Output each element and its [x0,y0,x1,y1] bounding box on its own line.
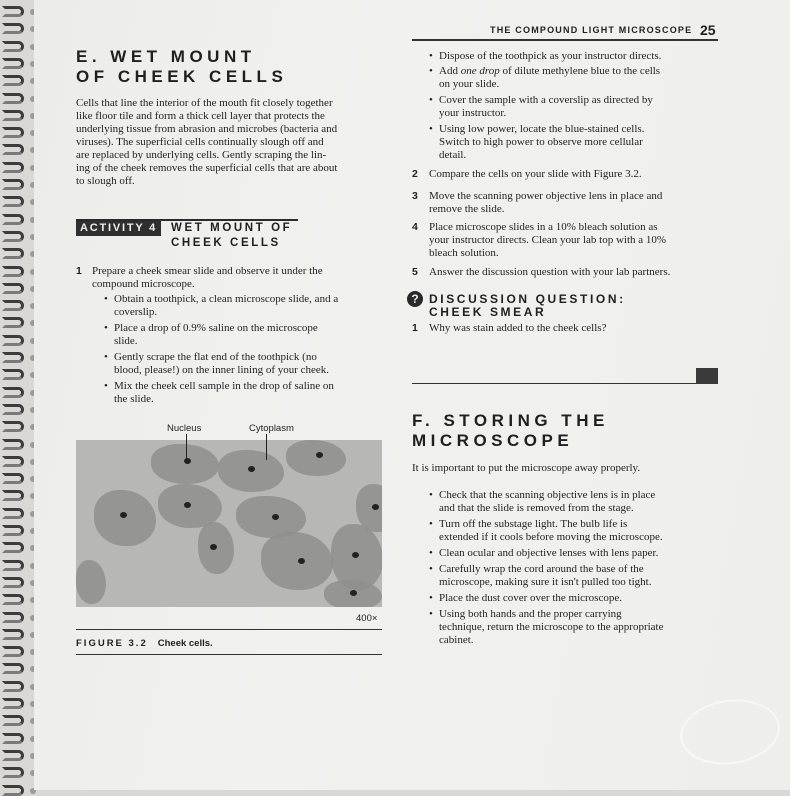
step-number: 3 [412,190,418,202]
cytoplasm-label: Cytoplasm [249,423,294,434]
spiral-coil [2,317,24,328]
spiral-coil [2,508,24,519]
magnification-label: 400× [356,613,378,624]
bullet-dot: • [429,50,433,62]
step-line: remove the slide. [429,203,505,215]
section-f-title-line2: MICROSCOPE [412,431,574,450]
spiral-coil [2,214,24,225]
discussion-title-line2: CHEEK SMEAR [429,305,547,319]
step-number: 2 [412,168,418,180]
spiral-coil [2,58,24,69]
bullet-dot: • [429,547,433,559]
spiral-coil [2,75,24,86]
spiral-coil [2,387,24,398]
step-line: Compare the cells on your slide with Figure 3.2. [429,168,642,180]
right-bullet [429,94,719,120]
step-number: 1 [76,265,82,277]
nucleus-label: Nucleus [167,423,202,434]
spiral-coil [2,525,24,536]
bullet-line: the slide. [114,393,154,405]
step-number: 5 [412,266,418,278]
section-e-intro-line: viruses). The superficial cells continually slough off and [76,136,324,148]
step-line: bleach solution. [429,247,499,259]
bullet-line: Clean ocular and objective lenses with lens paper. [439,547,659,559]
section-f-title-line1: F. STORING THE [412,411,609,430]
spiral-coil [2,93,24,104]
figure-top-rule [76,629,382,630]
bullet-dot: • [429,608,433,620]
step-line: Answer the discussion question with your lab partners. [429,266,671,278]
figure-caption-text: Cheek cells. [157,638,213,649]
right-bullet [429,123,719,162]
bullet-line: Check that the scanning objective lens is in place [439,489,656,501]
spiral-coil [2,542,24,553]
section-e-title-line2: OF CHEEK CELLS [76,67,288,86]
bullet-line: Gently scrape the flat end of the toothpick (no [114,351,317,363]
step-line: your instructor directs. Clean your lab top with a 10% [429,234,667,246]
spiral-coil [2,369,24,380]
activity-label: ACTIVITY 4 [76,221,161,236]
activity-bullet [104,293,384,319]
bullet-dot: • [429,563,433,575]
bullet-dot: • [429,94,433,106]
question-text: Why was stain added to the cheek cells? [429,322,607,334]
section-f-bullet [429,592,719,605]
spiral-coil [2,663,24,674]
bullet-line: Mix the cheek cell sample in the drop of saline on [114,380,334,392]
bullet-line: Add one drop of dilute methylene blue to the cells [439,65,661,77]
discussion-title-line1: DISCUSSION QUESTION: [429,292,626,306]
right-step [412,168,718,181]
spiral-coil [2,41,24,52]
question-circle-icon: ? [407,291,423,307]
section-f-bullet [429,547,719,560]
spiral-coil [2,335,24,346]
spiral-coil [2,196,24,207]
section-f-bullet [429,489,719,515]
spiral-coil [2,577,24,588]
bullet-dot: • [104,322,108,334]
bullet-line: your instructor. [439,107,507,119]
spiral-coil [2,629,24,640]
section-f-bullet [429,563,719,589]
bullet-dot: • [429,123,433,135]
section-e-intro-line: are replaced by underlying cells. Gently scraping the lin- [76,149,327,161]
spiral-coil [2,231,24,242]
spiral-coil [2,439,24,450]
bullet-line: blood, please!) on the inner lining of your cheek. [114,364,330,376]
spiral-coil [2,300,24,311]
spiral-coil [2,594,24,605]
bullet-line: Place the dust cover over the microscope. [439,592,622,604]
spiral-coil [2,698,24,709]
section-e-intro-line: ing of the cheek removes the superficial cells that are about [76,162,338,174]
section-f-intro: It is important to put the microscope away properly. [412,462,641,474]
activity-bullet [104,351,384,377]
spiral-coil [2,179,24,190]
step-1-line-1: Prepare a cheek smear slide and observe it under the [92,265,323,277]
spiral-coil [2,421,24,432]
right-step [412,221,718,260]
spiral-coil [2,23,24,34]
spiral-coil [2,404,24,415]
bullet-line: detail. [439,149,467,161]
bullet-line: Dispose of the toothpick as your instructor directs. [439,50,662,62]
spiral-coil [2,352,24,363]
bullet-dot: • [429,592,433,604]
bullet-line: extended if it cools before moving the microscope. [439,531,663,543]
bullet-line: Turn off the substage light. The bulb life is [439,518,628,530]
running-head: THE COMPOUND LIGHT MICROSCOPE [490,25,693,35]
figure-bottom-rule [76,654,382,655]
nucleus-leader-line [186,434,187,464]
activity-bullet [104,380,384,406]
right-step [412,190,718,216]
spiral-coil [2,681,24,692]
right-bullet [429,65,719,91]
bullet-dot: • [429,518,433,530]
spiral-coil [2,560,24,571]
activity-title-line2: CHEEK CELLS [171,237,281,249]
bullet-dot: • [104,380,108,392]
spiral-coil [2,473,24,484]
bullet-dot: • [104,351,108,363]
page-number: 25 [700,22,716,38]
step-line: Move the scanning power objective lens in place and [429,190,663,202]
bullet-line: coverslip. [114,306,158,318]
spiral-coil [2,646,24,657]
spiral-coil [2,785,24,796]
spiral-coil [2,162,24,173]
discussion-question-1 [412,322,718,336]
cytoplasm-leader-line [266,434,267,460]
header-rule [412,39,718,41]
section-e-intro-line: to slough off. [76,175,135,187]
figure-number: FIGURE 3.2 [76,638,148,649]
bullet-dot: • [104,293,108,305]
spiral-coil [2,767,24,778]
activity-step-1 [76,265,386,295]
spiral-coil [2,144,24,155]
spiral-coil [2,715,24,726]
step-1-line-2: compound microscope. [92,278,195,290]
cheek-cells-micrograph [76,440,382,607]
section-f-bullet [429,518,719,544]
step-line: Place microscope slides in a 10% bleach solution as [429,221,658,233]
spiral-coil [2,248,24,259]
activity-bullet [104,322,384,348]
bullet-line: Obtain a toothpick, a clean microscope slide, and a [114,293,339,305]
bullet-dot: • [429,65,433,77]
question-number: 1 [412,322,418,334]
spiral-coil [2,750,24,761]
section-e-intro-line: Cells that line the interior of the mouth fit closely together [76,97,333,109]
section-e-intro-line: underlying tissue from abrasion and microbes (bacteria and [76,123,338,135]
spiral-coil [2,110,24,121]
spiral-coil [2,266,24,277]
bullet-line: Place a drop of 0.9% saline on the microscope [114,322,318,334]
section-f-bullet [429,608,719,647]
right-bullet [429,50,719,63]
activity-title-line1: WET MOUNT OF [171,222,293,234]
bullet-line: Carefully wrap the cord around the base of the [439,563,644,575]
spiral-coil [2,6,24,17]
bullet-line: Using both hands and the proper carrying [439,608,622,620]
bullet-line: Using low power, locate the blue-stained cells. [439,123,645,135]
bullet-line: microscope, making sure it isn't pulled too tight. [439,576,652,588]
bullet-line: on your slide. [439,78,500,90]
right-step [412,266,718,279]
spiral-coil [2,127,24,138]
bullet-line: technique, return the microscope to the appropriate [439,621,664,633]
spiral-coil [2,456,24,467]
bullet-line: Switch to high power to observe more cellular [439,136,643,148]
bullet-line: and that the slide is removed from the stage. [439,502,634,514]
bullet-line: Cover the sample with a coverslip as directed by [439,94,653,106]
bullet-line: slide. [114,335,138,347]
spiral-coil [2,733,24,744]
bullet-dot: • [429,489,433,501]
answer-end-box [696,368,718,384]
spiral-coil [2,490,24,501]
answer-line [412,383,696,384]
figure-caption [76,638,213,649]
section-e-title-line1: E. WET MOUNT [76,47,256,66]
section-e-intro-line: like floor tile and form a thick cell layer that protects the [76,110,325,122]
spiral-coil [2,283,24,294]
spiral-coil [2,612,24,623]
bullet-line: cabinet. [439,634,474,646]
step-number: 4 [412,221,418,233]
